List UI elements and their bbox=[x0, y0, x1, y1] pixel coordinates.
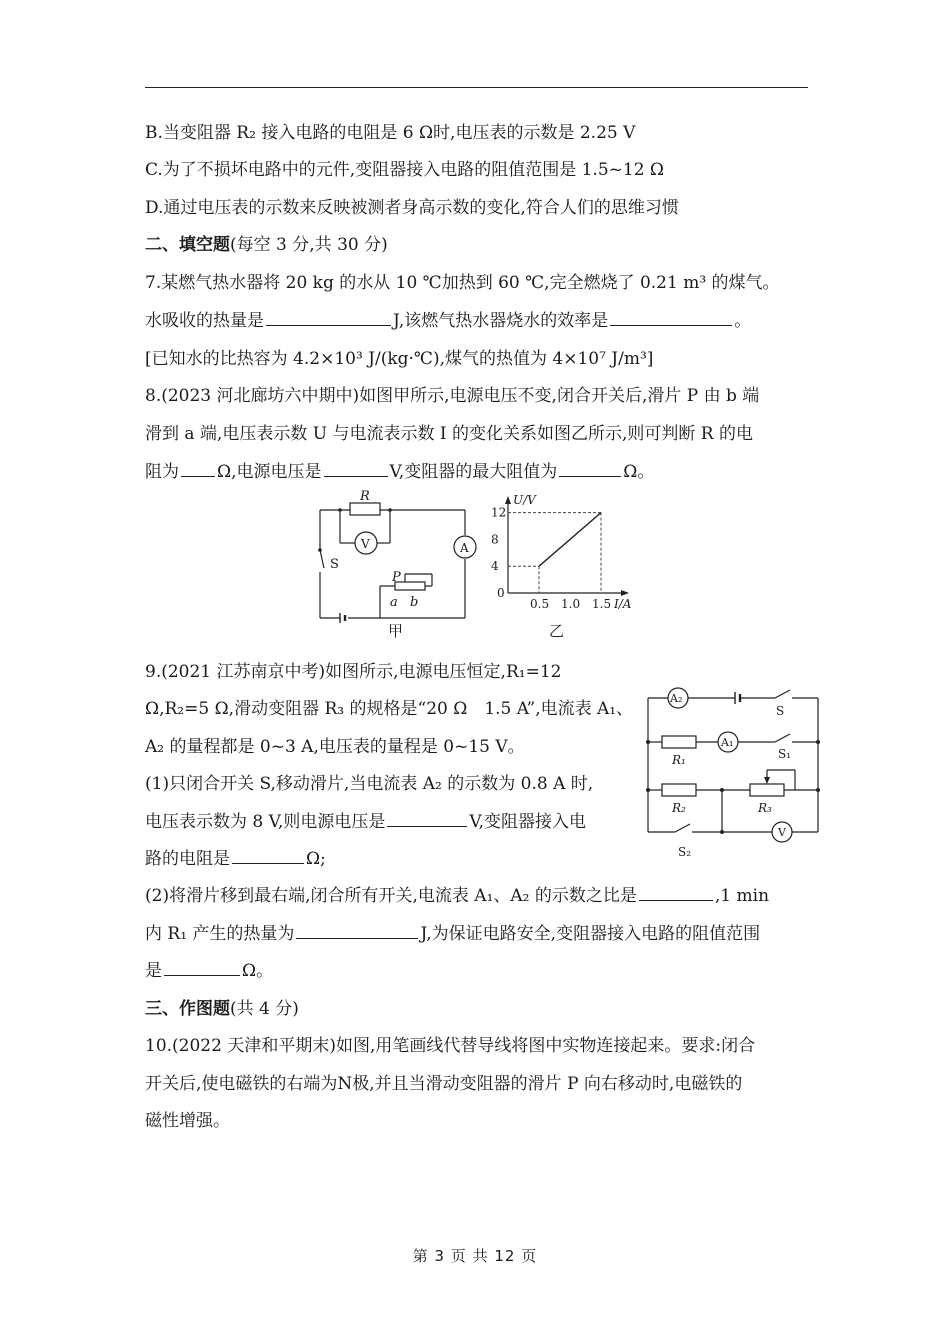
figure-yi bbox=[475, 488, 640, 648]
header-rule bbox=[145, 87, 808, 88]
q9-line8 bbox=[145, 922, 760, 946]
q9-blank-range[interactable] bbox=[164, 959, 240, 976]
q9-blank-voltage[interactable] bbox=[387, 810, 467, 827]
q6-option-b: B.当变阻器 R₂ 接入电路的电阻是 6 Ω时,电压表的示数是 2.25 V bbox=[145, 123, 636, 143]
q9-blank-heat[interactable] bbox=[296, 922, 418, 939]
section2-title: 二、填空题 bbox=[145, 235, 230, 255]
q8-text-a: 阻为 bbox=[145, 462, 179, 482]
q9-text-5b: V,变阻器接入电 bbox=[469, 812, 587, 832]
caption-yi: 乙 bbox=[549, 622, 565, 640]
q9-text-6b: Ω; bbox=[306, 849, 326, 869]
q7-text-b: J,该燃气热水器烧水的效率是 bbox=[393, 311, 609, 331]
q8-blank-voltage[interactable] bbox=[324, 460, 388, 477]
q7-line2 bbox=[145, 309, 751, 333]
section3-heading bbox=[145, 997, 299, 1021]
q8-line2: 滑到 a 端,电压表示数 U 与电流表示数 I 的变化关系如图乙所示,则可判断 R 的电 bbox=[145, 424, 754, 444]
q7-line1: 7.某燃气热水器将 20 kg 的水从 10 ℃加热到 60 ℃,完全燃烧了 0.21 m³ 的煤气。 bbox=[145, 273, 780, 293]
figure-jia bbox=[310, 488, 480, 648]
q9-text-6a: 路的电阻是 bbox=[145, 849, 230, 869]
q8-line3 bbox=[145, 460, 654, 484]
y-tick-label: 8 bbox=[491, 532, 499, 547]
q9-line4: (1)只闭合开关 S,移动滑片,当电流表 A₂ 的示数为 0.8 A 时, bbox=[145, 774, 594, 794]
q9-line9 bbox=[145, 959, 273, 983]
q9-blank-ratio[interactable] bbox=[639, 884, 713, 901]
page-footer: 第 3 页 共 12 页 bbox=[412, 1247, 538, 1265]
label-R3: R₃ bbox=[758, 801, 772, 815]
x-axis-label: I/A bbox=[614, 597, 632, 611]
x-axis-arrow bbox=[621, 590, 629, 596]
series-line bbox=[539, 513, 601, 567]
origin-label: 0 bbox=[497, 586, 505, 600]
x-tick-label: 0.5 bbox=[530, 597, 550, 611]
q9-text-7b: ,1 min bbox=[714, 886, 770, 906]
label-S1: S₁ bbox=[778, 747, 792, 761]
q9-line5 bbox=[145, 810, 586, 834]
q8-text-c: V,变阻器的最大阻值为 bbox=[389, 462, 558, 482]
section3-score: (共 4 分) bbox=[230, 999, 299, 1019]
q9-text-7a: (2)将滑片移到最右端,闭合所有开关,电流表 A₁、A₂ 的示数之比是 bbox=[145, 886, 637, 906]
q8-blank-max-resistance[interactable] bbox=[559, 460, 621, 477]
q8-text-b: Ω,电源电压是 bbox=[217, 462, 322, 482]
q10-line3: 磁性增强。 bbox=[145, 1111, 230, 1131]
q9-text-8a: 内 R₁ 产生的热量为 bbox=[145, 924, 295, 944]
y-tick-label: 4 bbox=[491, 559, 499, 574]
q9-text-5a: 电压表示数为 8 V,则电源电压是 bbox=[145, 812, 386, 832]
label-A1: A₁ bbox=[721, 736, 734, 749]
q9-text-8b: J,为保证电路安全,变阻器接入电路的阻值范围 bbox=[420, 924, 761, 944]
q7-text-a: 水吸收的热量是 bbox=[145, 311, 264, 331]
q7-text-c: 。 bbox=[734, 311, 752, 331]
x-tick-label: 1.5 bbox=[592, 597, 612, 611]
q9-text-9b: Ω。 bbox=[242, 961, 274, 981]
y-axis-label: U/V bbox=[513, 493, 536, 507]
q7-blank-efficiency[interactable] bbox=[610, 309, 732, 326]
label-V: V bbox=[778, 826, 786, 839]
y-tick-label: 12 bbox=[491, 505, 507, 520]
y-axis-arrow bbox=[505, 496, 511, 504]
q10-line2: 开关后,使电磁铁的右端为N极,并且当滑动变阻器的滑片 P 向右移动时,电磁铁的 bbox=[145, 1074, 743, 1094]
section2-heading bbox=[145, 233, 388, 257]
q9-line1: 9.(2021 江苏南京中考)如图所示,电源电压恒定,R₁=12 bbox=[145, 662, 562, 682]
q9-line6 bbox=[145, 847, 326, 871]
q9-line3: A₂ 的量程都是 0~3 A,电压表的量程是 0~15 V。 bbox=[145, 737, 525, 757]
voltmeter-label: V bbox=[361, 537, 370, 551]
q6-option-d: D.通过电压表的示数来反映被测者身高示数的变化,符合人们的思维习惯 bbox=[145, 198, 679, 218]
label-R: R bbox=[360, 489, 370, 504]
q8-text-d: Ω。 bbox=[623, 462, 655, 482]
ammeter-label: A bbox=[460, 541, 469, 555]
section3-title: 三、作图题 bbox=[145, 999, 230, 1019]
label-R2: R₂ bbox=[672, 801, 686, 815]
q9-line7 bbox=[145, 884, 769, 908]
x-tick-label: 1.0 bbox=[561, 597, 581, 611]
q8-line1: 8.(2023 河北廊坊六中期中)如图甲所示,电源电压不变,闭合开关后,滑片 P 由 b 端 bbox=[145, 386, 760, 406]
label-a: a bbox=[390, 595, 398, 610]
label-S: S bbox=[776, 704, 785, 718]
circuit-q9 bbox=[640, 680, 825, 865]
section2-score: (每空 3 分,共 30 分) bbox=[230, 235, 388, 255]
chart-yi bbox=[475, 488, 640, 648]
label-S: S bbox=[330, 557, 339, 572]
label-b: b bbox=[410, 595, 419, 610]
caption-jia: 甲 bbox=[388, 622, 404, 640]
q8-blank-resistance[interactable] bbox=[181, 460, 215, 477]
q9-line2: Ω,R₂=5 Ω,滑动变阻器 R₃ 的规格是“20 Ω 1.5 A”,电流表 A₁、 bbox=[145, 699, 634, 719]
q10-line1: 10.(2022 天津和平期末)如图,用笔画线代替导线将图中实物连接起来。要求:闭合 bbox=[145, 1036, 756, 1056]
q9-blank-resistance[interactable] bbox=[232, 847, 304, 864]
q7-blank-heat[interactable] bbox=[266, 309, 391, 326]
label-R1: R₁ bbox=[672, 753, 686, 767]
figure-q9 bbox=[640, 680, 825, 865]
q9-text-9a: 是 bbox=[145, 961, 162, 981]
q6-option-c: C.为了不损坏电路中的元件,变阻器接入电路的阻值范围是 1.5~12 Ω bbox=[145, 160, 665, 180]
q7-line3: [已知水的比热容为 4.2×10³ J/(kg·℃),煤气的热值为 4×10⁷ J/m³] bbox=[145, 349, 654, 369]
label-P: P bbox=[392, 570, 401, 585]
label-A2: A₂ bbox=[670, 692, 683, 705]
label-S2: S₂ bbox=[678, 845, 692, 859]
circuit-jia bbox=[310, 488, 480, 648]
